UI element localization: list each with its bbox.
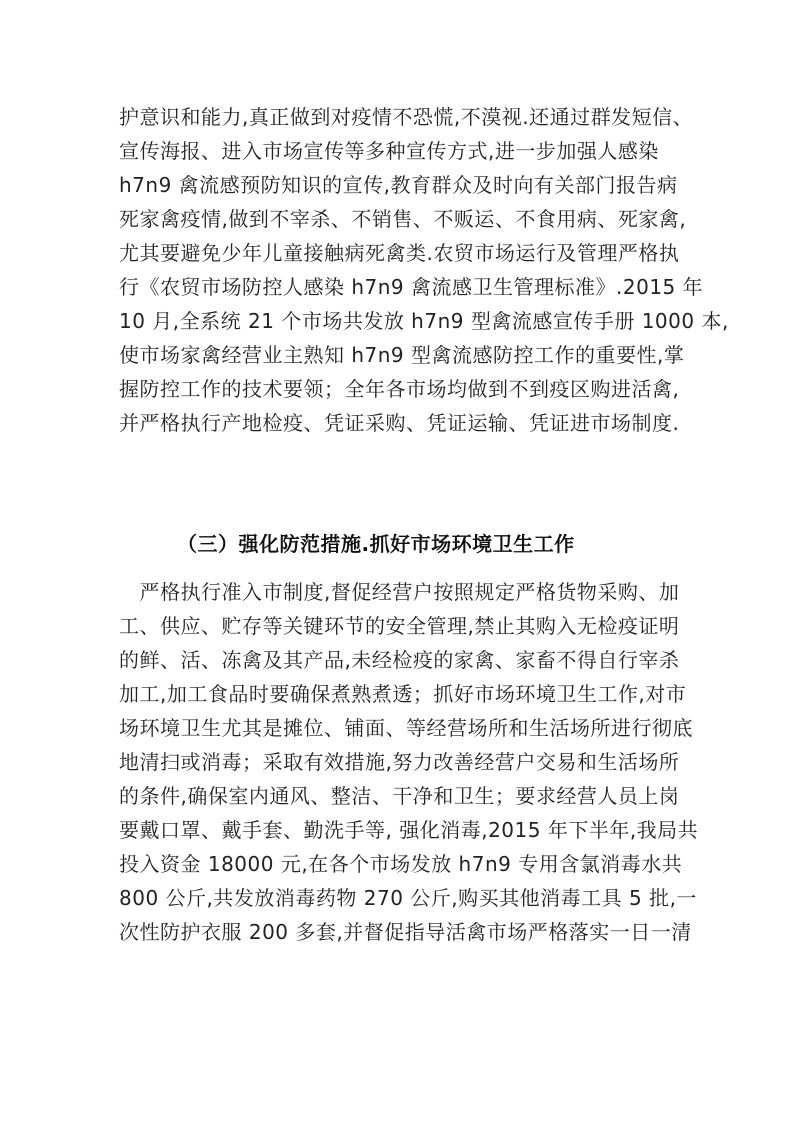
text-line: 并严格执行产地检疫、凭证采购、凭证运输、凭证进市场制度.	[119, 411, 680, 435]
text-line: h7n9 禽流感预防知识的宣传,教育群众及时向有关部门报告病	[119, 173, 678, 197]
text-line: 地清扫或消毒；采取有效措施,努力改善经营户交易和生活场所	[119, 750, 680, 774]
text-line: 严格执行准入市制度,督促经营户按照规定严格货物采购、加	[119, 580, 680, 604]
paragraph-sanitation	[119, 575, 699, 949]
text-line: 投入资金 18000 元,在各个市场发放 h7n9 专用含氯消毒水共	[119, 852, 683, 876]
text-line: 死家禽疫情,做到不宰杀、不销售、不贩运、不食用病、死家禽,	[119, 207, 687, 231]
text-line: 加工,加工食品时要确保煮熟煮透；抓好市场环境卫生工作,对市	[119, 682, 687, 706]
text-line: 使市场家禽经营业主熟知 h7n9 型禽流感防控工作的重要性,掌	[119, 343, 685, 367]
text-line: 护意识和能力,真正做到对疫情不恐慌,不漠视.还通过群发短信、	[119, 105, 694, 129]
paragraph-publicity	[119, 100, 729, 440]
text-line: 10 月,全系统 21 个市场共发放 h7n9 型禽流感宣传手册 1000 本,	[119, 309, 729, 333]
text-line: 800 公斤,共发放消毒药物 270 公斤,购买其他消毒工具 5 批,一	[119, 886, 697, 910]
text-line: 场环境卫生尤其是摊位、铺面、等经营场所和生活场所进行彻底	[119, 716, 693, 740]
text-line: 的条件,确保室内通风、整洁、干净和卫生；要求经营人员上岗	[119, 784, 680, 808]
text-line: 要戴口罩、戴手套、勤洗手等, 强化消毒,2015 年下半年,我局共	[119, 818, 699, 842]
text-line: 工、供应、贮存等关键环节的安全管理,禁止其购入无检疫证明	[119, 614, 680, 638]
text-line: 尤其要避免少年儿童接触病死禽类.农贸市场运行及管理严格执	[119, 241, 680, 265]
text-line: 次性防护衣服 200 多套,并督促指导活禽市场严格落实一日一清	[119, 920, 692, 944]
text-line: 握防控工作的技术要领；全年各市场均做到不到疫区购进活禽,	[119, 377, 680, 401]
text-line: 行《农贸市场防控人感染 h7n9 禽流感卫生管理标准》.2015 年	[119, 275, 704, 299]
section-heading: （三）强化防范措施.抓好市场环境卫生工作	[177, 532, 575, 556]
text-line: 的鲜、活、冻禽及其产品,未经检疫的家禽、家畜不得自行宰杀	[119, 648, 680, 672]
text-line: 宣传海报、进入市场宣传等多种宣传方式,进一步加强人感染	[119, 139, 659, 163]
